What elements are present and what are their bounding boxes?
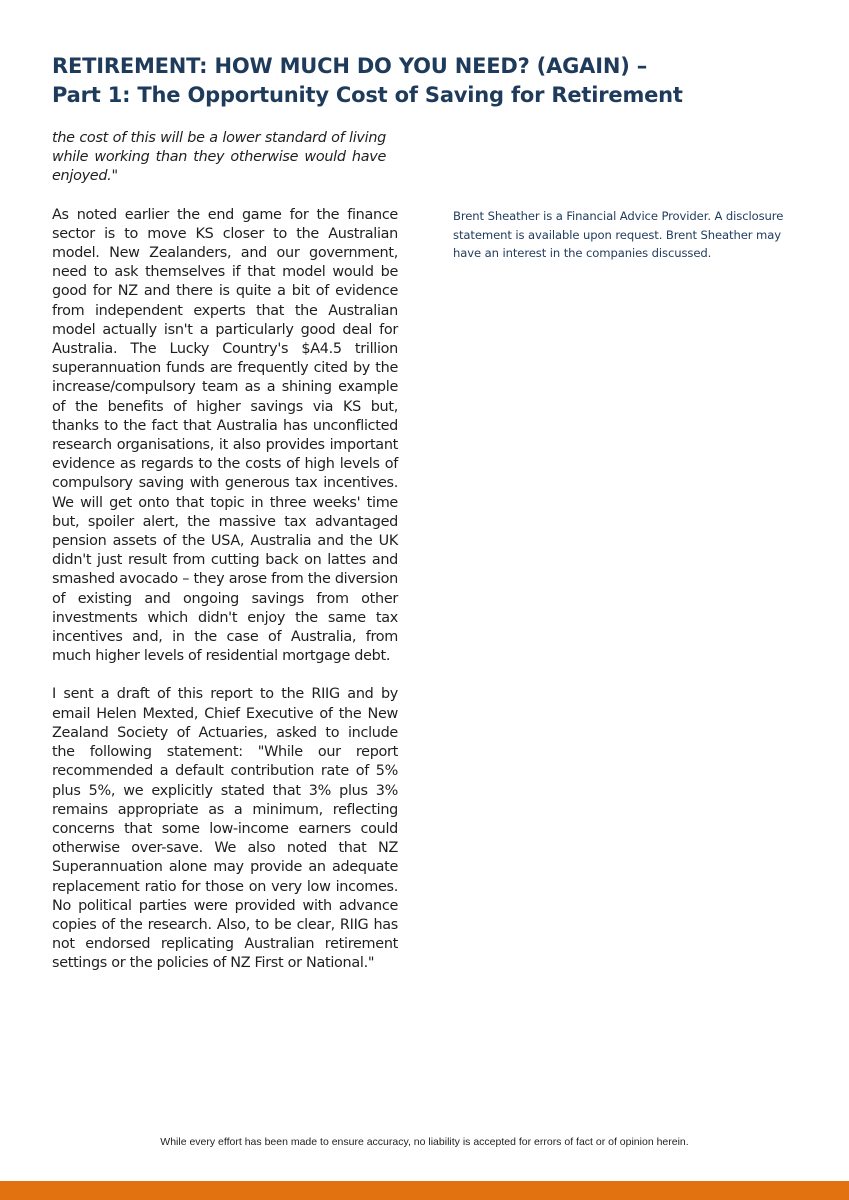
sidebar [453,207,805,263]
footer-accent-bar [0,1181,849,1200]
page-title [52,52,812,110]
body-paragraph-2: I sent a draft of this report to the RIIG and by email Helen Mexted, Chief Executive of the New Zealand Society of Actuaries, asked to include the following statement: "While our report recommended a default contribution rate of 5% plus 5%, we explicitly stated that 3% plus 3% remains appropriate as a minimum, reflecting concerns that some low-income earners could otherwise over-save. We also noted that NZ Superannuation alone may provide an adequate replacement ratio for those on very low incomes. No political parties were provided with advance copies of the research. Also, to be clear, RIIG has not endorsed replicating Australian retirement settings or the policies of NZ First or National." [52,686,398,972]
body-paragraph-1: As noted earlier the end game for the finance sector is to move KS closer to the Australian model. New Zealanders, and our government, need to ask themselves if that model would be good for NZ and there is quite a bit of evidence from independent experts that the Australian model actually isn't a particularly good deal for Australia. The Lucky Country's $A4.5 trillion superannuation funds are frequently cited by the increase/compulsory team as a shining example of the benefits of higher savings via KS but, thanks to the fact that Australia has unconflicted research organisations, it also provides important evidence as regards to the costs of high levels of compulsory saving with generous tax incentives. We will get onto that topic in three weeks' time but, spoiler alert, the massive tax advantaged pension assets of the USA, Australia and the UK didn't just result from cutting back on lattes and smashed avocado – they arose from the diversion of existing and ongoing savings from other investments which didn't enjoy the same tax incentives and, in the case of Australia, from much higher levels of residential mortgage debt. [52,206,398,665]
main-column [52,129,398,974]
quote-ending: the cost of this will be a lower standard of living while working than they otherwise would have enjoyed." [52,130,386,185]
title-line-1: RETIREMENT: HOW MUCH DO YOU NEED? (AGAIN) – [52,54,648,78]
footer-disclaimer: While every effort has been made to ensure accuracy, no liability is accepted for errors of fact or of opinion herein. [160,1136,689,1148]
title-line-2: Part 1: The Opportunity Cost of Saving for Retirement [52,83,683,107]
disclosure-statement: Brent Sheather is a Financial Advice Provider. A disclosure statement is available upon request. Brent Sheather may have an interest in the companies discussed. [453,209,784,260]
